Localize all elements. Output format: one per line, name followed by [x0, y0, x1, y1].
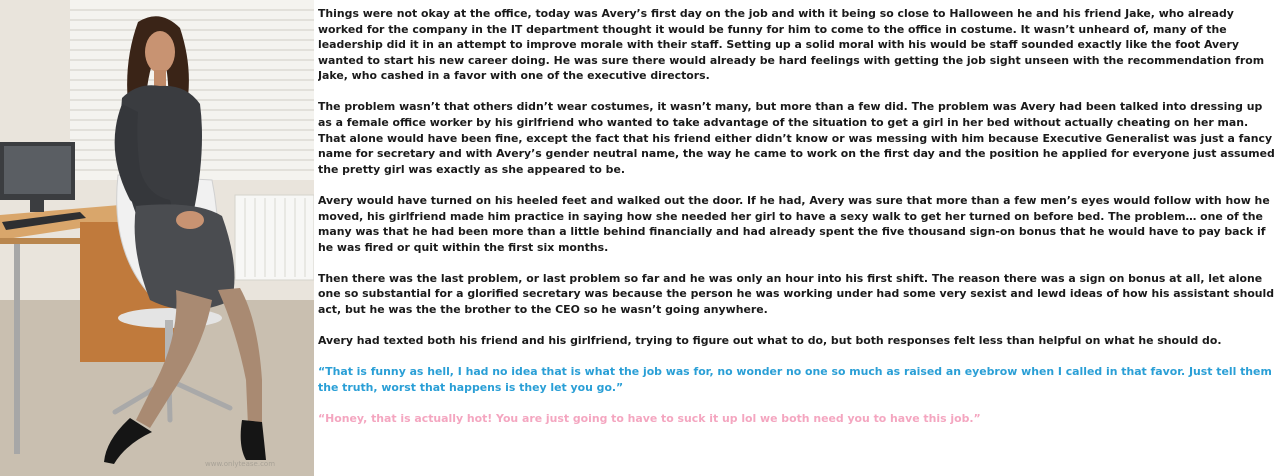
story-paragraph-1: Things were not okay at the office, today was Avery’s first day on the job and with it being so close to Halloween he and his friend Jake, who already worked for the company in the IT department thought it would be funny for him to come to the office in costume. It wasn’t unheard of, many of the leadership did it in an attempt to improve morale with their staff. Setting up a solid moral with his would be staff sounded exactly like the foot Avery wanted to start his new career doing. He was sure there would already be hard feelings with getting the job sight unseen with the recommendation from Jake, who cashed in a favor with one of the executive directors. [318, 7, 1265, 83]
friend-text-message: “That is funny as hell, I had no idea that is what the job was for, no wonder no one so much as raised an eyebrow when I called in that favor. Just tell them the truth, worst that happens is they let you go.” [318, 365, 1272, 394]
story-paragraph-3: Avery would have turned on his heeled feet and walked out the door. If he had, Avery was sure that more than a few men’s eyes would follow with how he moved, his girlfriend made him practice in saying how she needed her girl to have a sexy walk to get her turned on before bed. The problem… one of the many was that he had been more than a little behind financially and had already spent the five thousand sign-on bonus that he would have to pay back if he was fired or quit within the first six months. [318, 193, 1270, 254]
girlfriend-text-message: “Honey, that is actually hot! You are just going to have to suck it up lol we both need you to have this job.” [318, 411, 981, 425]
story-text-column [318, 6, 1278, 472]
svg-text:www.onlytease.com: www.onlytease.com [205, 460, 276, 468]
office-scene-illustration [0, 0, 314, 476]
story-paragraph-4: Then there was the last problem, or last problem so far and he was only an hour into his first shift. The reason there was a sign on bonus at all, let alone one so substantial for a glorified secretary was because the person he was working under had some very sexist and lewd ideas of how his assistant should act, but he was the the brother to the CEO so he wasn’t going anywhere. [318, 271, 1275, 316]
office-photo [0, 0, 314, 476]
story-paragraph-2: The problem wasn’t that others didn’t wear costumes, it wasn’t many, but more than a few did. The problem was Avery had been talked into dressing up as a female office worker by his girlfriend who wanted to take advantage of the situation to get a girl in her bed without actually cheating on her man. That alone would have been fine, except the fact that his friend either didn’t know or was messing with him because Executive Generalist was just a fancy name for secretary and with Avery’s gender neutral name, the way he came to work on the first day and the position he applied for everyone just assumed the pretty girl was exactly as she appeared to be. [318, 100, 1275, 176]
story-paragraph-5: Avery had texted both his friend and his girlfriend, trying to figure out what to do, but both responses felt less than helpful on what he should do. [318, 334, 1222, 348]
